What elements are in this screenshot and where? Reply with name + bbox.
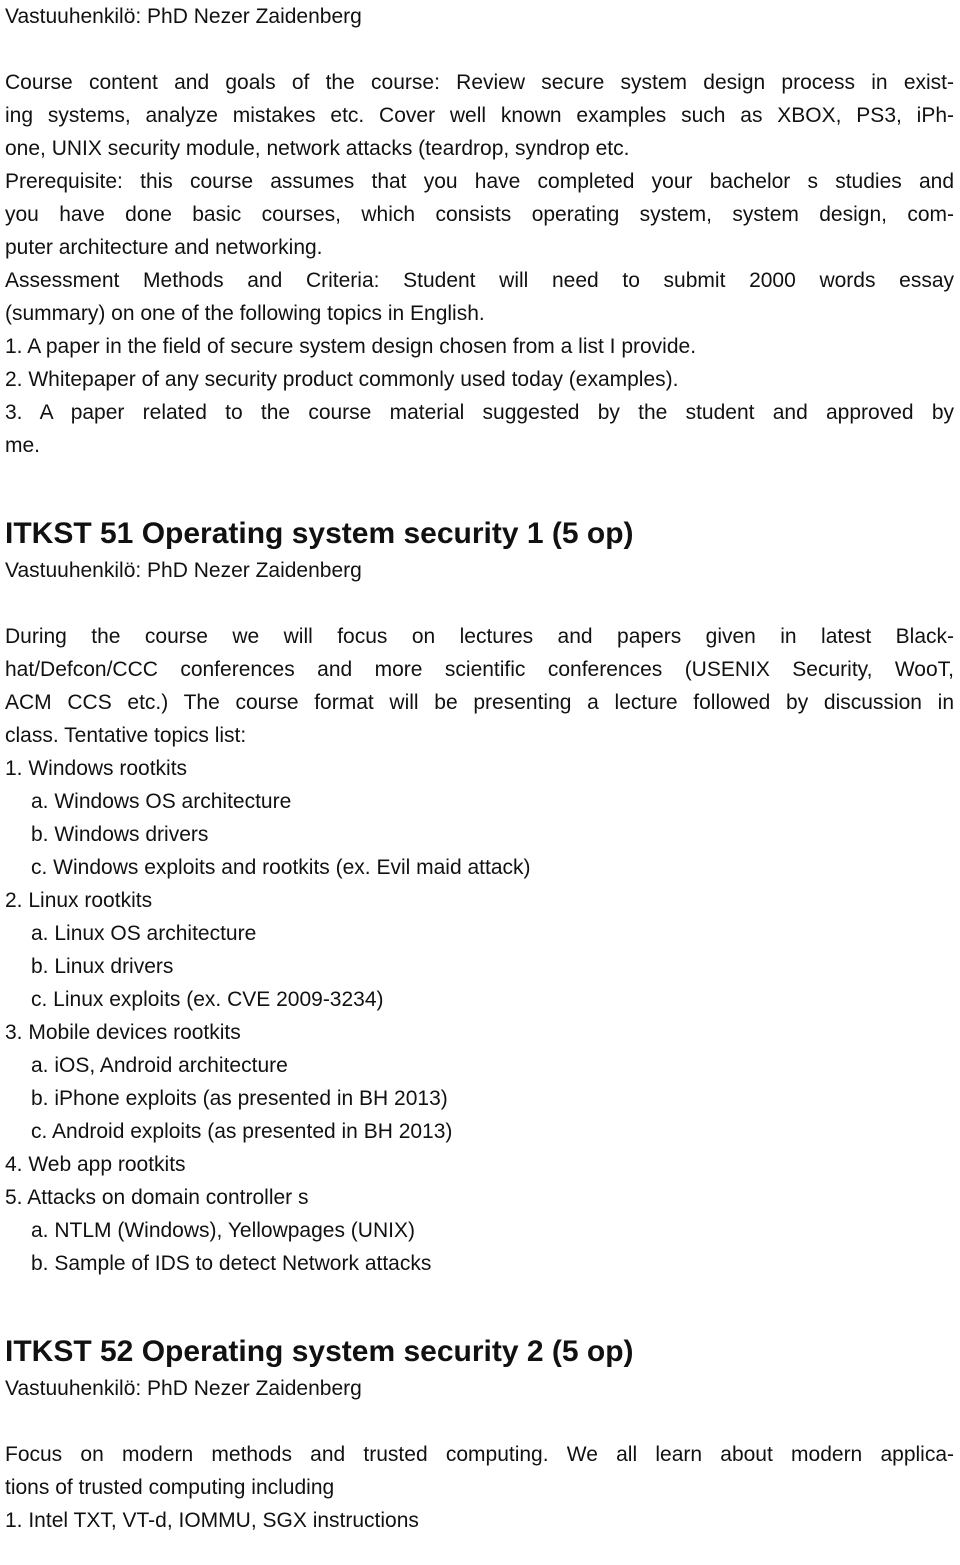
content-line: one, UNIX security module, network attacks (teardrop, syndrop etc.: [5, 137, 630, 160]
topic-item: 2. Linux rootkits: [5, 889, 153, 912]
assessment-line: Assessment Methods and Criteria: Student will need to submit 2000 words essay: [5, 269, 954, 292]
intro-line: Focus on modern methods and trusted computing. We all learn about modern applica-: [5, 1443, 954, 1466]
topic-subitem: b. iPhone exploits (as presented in BH 2013): [31, 1087, 448, 1110]
list-item: 2. Whitepaper of any security product commonly used today (examples).: [5, 368, 679, 391]
topic-subitem: c. Android exploits (as presented in BH 2013): [31, 1120, 453, 1143]
topic-item: 4. Web app rootkits: [5, 1153, 186, 1176]
intro-line: tions of trusted computing including: [5, 1476, 335, 1499]
spacer: [5, 462, 954, 514]
section-heading: ITKST 51 Operating system security 1 (5 op): [5, 517, 634, 550]
assessment-line: (summary) on one of the following topics in English.: [5, 302, 485, 325]
topic-subitem: a. NTLM (Windows), Yellowpages (UNIX): [31, 1219, 415, 1242]
intro-line: hat/Defcon/CCC conferences and more scientific conferences (USENIX Security, WooT,: [5, 658, 954, 681]
topic-item: 1. Windows rootkits: [5, 757, 188, 780]
responsible-person: Vastuuhenkilö: PhD Nezer Zaidenberg: [5, 559, 362, 582]
spacer: [5, 1280, 954, 1332]
intro-line: ACM CCS etc.) The course format will be presenting a lecture followed by discussion in: [5, 691, 954, 714]
prereq-line: puter architecture and networking.: [5, 236, 323, 259]
section-heading: ITKST 52 Operating system security 2 (5 op): [5, 1335, 634, 1368]
list-item: 3. A paper related to the course material suggested by the student and approved by: [5, 401, 954, 424]
intro-line: class. Tentative topics list:: [5, 724, 247, 747]
list-item: 1. A paper in the field of secure system design chosen from a list I provide.: [5, 335, 697, 358]
topic-subitem: a. Linux OS architecture: [31, 922, 257, 945]
responsible-person: Vastuuhenkilö: PhD Nezer Zaidenberg: [5, 1377, 362, 1400]
intro-line: During the course we will focus on lectures and papers given in latest Black-: [5, 625, 954, 648]
prereq-line: Prerequisite: this course assumes that you have completed your bachelor s studies and: [5, 170, 954, 193]
spacer: [5, 33, 954, 66]
topic-item: 5. Attacks on domain controller s: [5, 1186, 309, 1209]
topic-subitem: b. Linux drivers: [31, 955, 174, 978]
prereq-line: you have done basic courses, which consists operating system, system design, com-: [5, 203, 954, 226]
spacer: [5, 1405, 954, 1438]
topic-subitem: c. Linux exploits (ex. CVE 2009-3234): [31, 988, 384, 1011]
list-item: me.: [5, 434, 41, 457]
spacer: [5, 587, 954, 620]
topic-subitem: a. iOS, Android architecture: [31, 1054, 288, 1077]
content-line: Course content and goals of the course: Review secure system design process in exist-: [5, 71, 954, 94]
topic-subitem: b. Sample of IDS to detect Network attacks: [31, 1252, 432, 1275]
list-item: 1. Intel TXT, VT-d, IOMMU, SGX instructions: [5, 1509, 419, 1532]
topic-subitem: b. Windows drivers: [31, 823, 209, 846]
topic-subitem: c. Windows exploits and rootkits (ex. Evil maid attack): [31, 856, 531, 879]
topic-item: 3. Mobile devices rootkits: [5, 1021, 241, 1044]
topic-subitem: a. Windows OS architecture: [31, 790, 292, 813]
responsible-person: Vastuuhenkilö: PhD Nezer Zaidenberg: [5, 5, 362, 28]
content-line: ing systems, analyze mistakes etc. Cover well known examples such as XBOX, PS3, iPh-: [5, 104, 954, 127]
